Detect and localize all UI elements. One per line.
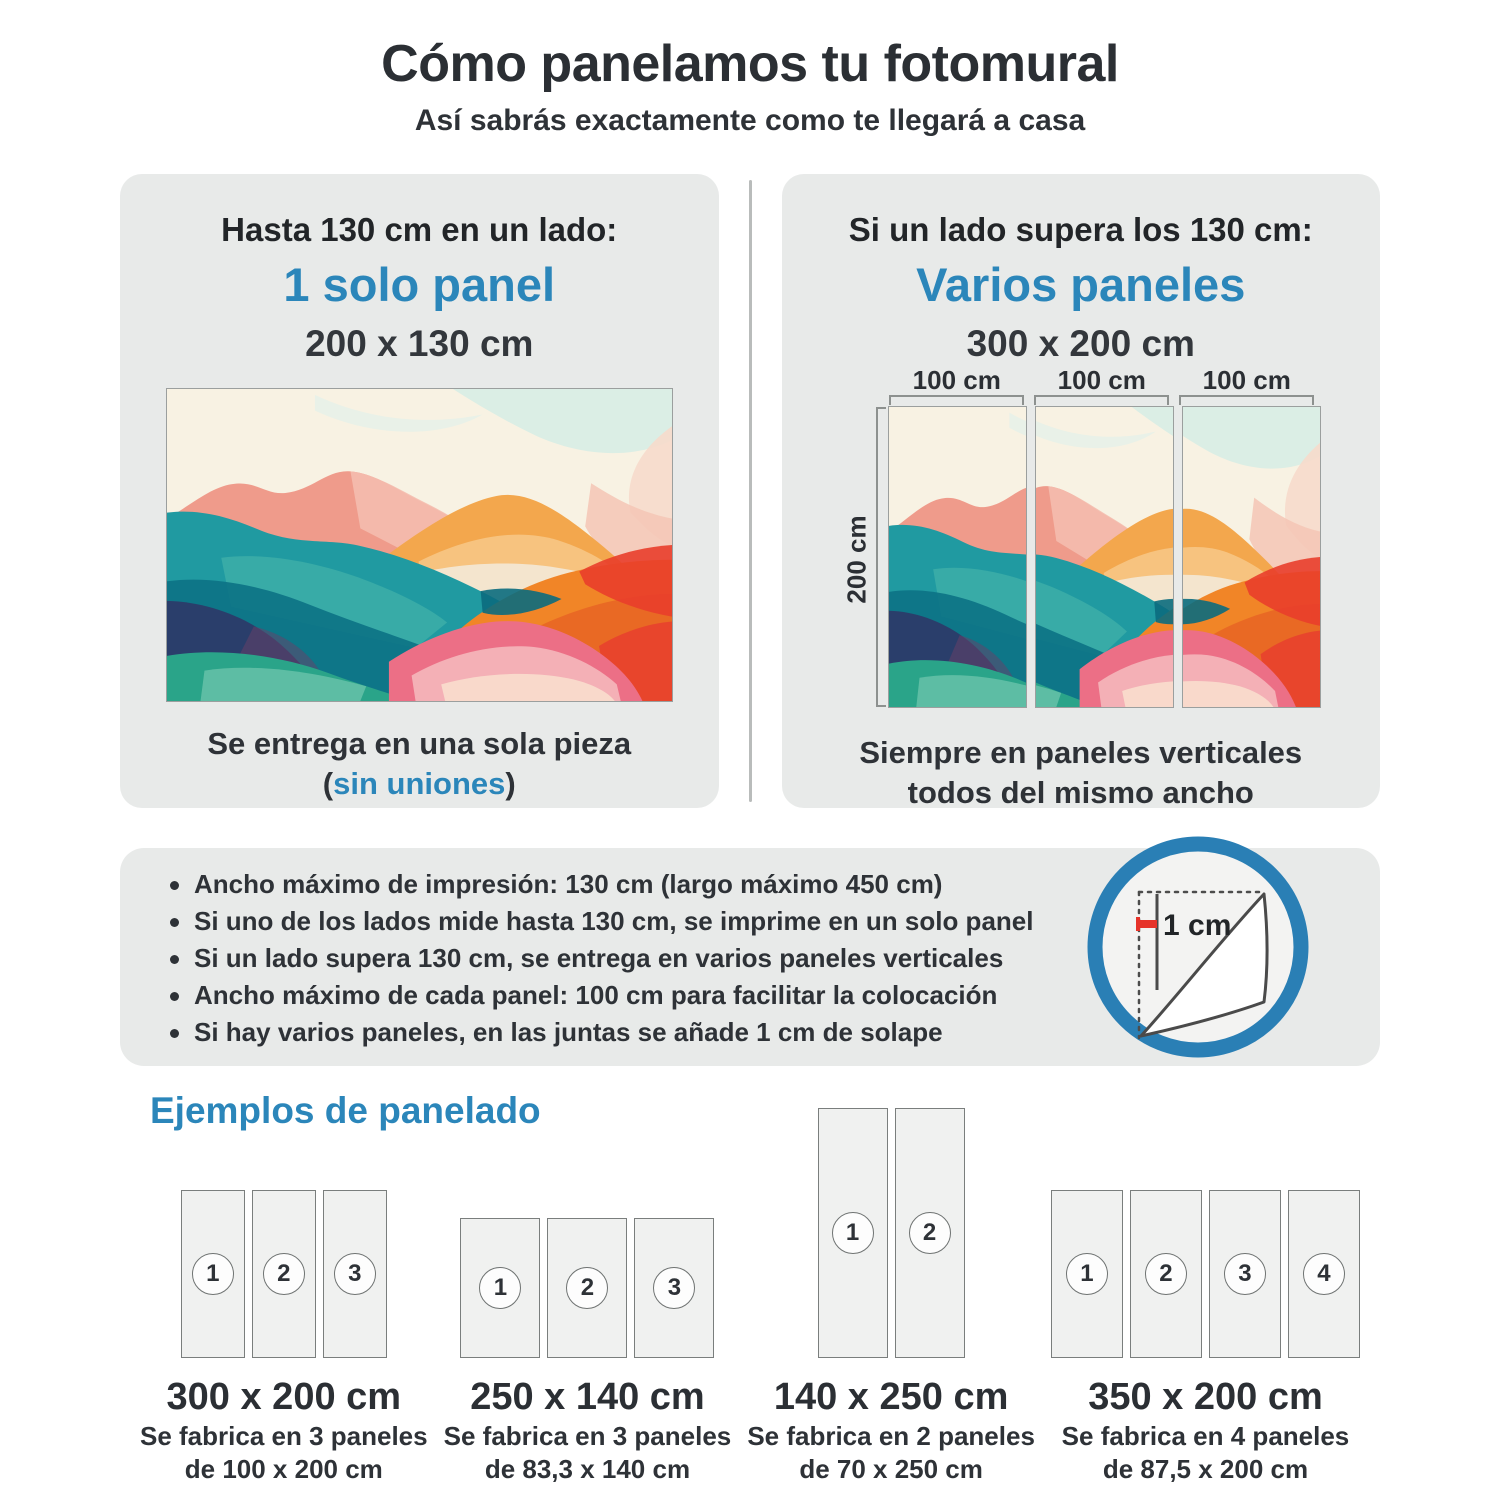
overlap-icon xyxy=(1083,832,1313,1062)
example-140x250 xyxy=(747,1108,1035,1486)
multi-footer-line1: Siempre en paneles verticales xyxy=(859,735,1303,770)
examples-heading: Ejemplos de panelado xyxy=(150,1090,541,1131)
cards-divider xyxy=(749,180,752,802)
panel-number: 1 xyxy=(192,1253,234,1295)
panel xyxy=(252,1190,316,1358)
panel xyxy=(181,1190,245,1358)
single-card-condition: Hasta 130 cm en un lado: xyxy=(221,211,618,248)
example-desc-line1: Se fabrica en 2 paneles xyxy=(747,1421,1035,1451)
info-bullet: Ancho máximo de cada panel: 100 cm para facilitar la colocación xyxy=(164,977,1130,1014)
mural-slice-3 xyxy=(1182,406,1321,708)
info-bullet: Ancho máximo de impresión: 130 cm (largo máximo 450 cm) xyxy=(164,866,1130,903)
single-card-size: 200 x 130 cm xyxy=(305,323,534,364)
panel-number: 3 xyxy=(334,1253,376,1295)
example-diagram xyxy=(140,1190,428,1358)
width-label-1: 100 cm xyxy=(912,365,1001,395)
panel xyxy=(1051,1190,1123,1358)
example-size: 140 x 250 cm xyxy=(773,1376,1009,1418)
single-footer-highlight: sin uniones xyxy=(333,766,506,801)
examples-section xyxy=(0,1066,1500,1496)
panel-number: 2 xyxy=(1145,1253,1187,1295)
panel-number: 1 xyxy=(832,1212,874,1254)
height-label: 200 cm xyxy=(841,515,872,604)
mural-slice-2 xyxy=(1035,406,1174,708)
panel-number: 2 xyxy=(909,1212,951,1254)
panel xyxy=(547,1218,627,1358)
panel-number: 2 xyxy=(566,1267,608,1309)
width-measure-brackets xyxy=(888,394,1321,406)
height-bracket-icon xyxy=(875,406,887,708)
example-desc-line2: de 70 x 250 cm xyxy=(799,1454,983,1484)
example-desc-line1: Se fabrica en 3 paneles xyxy=(140,1421,428,1451)
example-diagram xyxy=(444,1218,732,1358)
examples-row xyxy=(140,1108,1360,1486)
example-desc-line2: de 83,3 x 140 cm xyxy=(484,1454,691,1484)
width-bracket-icon xyxy=(888,394,1025,406)
single-footer-line2 xyxy=(120,764,719,804)
width-bracket-icon xyxy=(1178,394,1315,406)
example-300x200 xyxy=(140,1190,428,1486)
example-diagram xyxy=(747,1108,1035,1358)
header xyxy=(0,0,1500,140)
example-350x200 xyxy=(1051,1190,1360,1486)
panel xyxy=(634,1218,714,1358)
overlap-label: 1 cm xyxy=(1163,909,1232,942)
overlap-badge xyxy=(1083,832,1313,1062)
mural-preview-image xyxy=(166,388,673,702)
example-diagram xyxy=(1051,1190,1360,1358)
multi-footer-line2: todos del mismo ancho xyxy=(907,775,1254,810)
info-bullet: Si uno de los lados mide hasta 130 cm, se imprime en un solo panel xyxy=(164,903,1130,940)
single-footer-line1: Se entrega en una sola pieza xyxy=(207,726,632,761)
multi-card-headline: Varios paneles xyxy=(916,258,1246,311)
example-size: 250 x 140 cm xyxy=(470,1376,705,1418)
page-title: Cómo panelamos tu fotomural xyxy=(381,35,1119,93)
info-bullet: Si hay varios paneles, en las juntas se añade 1 cm de solape xyxy=(164,1014,1130,1051)
panel-number: 1 xyxy=(479,1267,521,1309)
panel xyxy=(1288,1190,1360,1358)
example-size: 300 x 200 cm xyxy=(166,1376,402,1418)
multi-panel-card xyxy=(782,174,1381,808)
width-labels xyxy=(888,366,1321,394)
measure-grid xyxy=(840,366,1321,713)
single-card-headline: 1 solo panel xyxy=(283,258,556,311)
panel xyxy=(818,1108,888,1358)
panel-number: 2 xyxy=(263,1253,305,1295)
multi-card-size: 300 x 200 cm xyxy=(966,323,1195,364)
panel xyxy=(460,1218,540,1358)
panel-number: 3 xyxy=(1224,1253,1266,1295)
panel xyxy=(323,1190,387,1358)
cards-row xyxy=(120,174,1380,808)
example-250x140 xyxy=(444,1218,732,1486)
example-desc-line1: Se fabrica en 4 paneles xyxy=(1061,1421,1350,1451)
paren-close: ) xyxy=(505,766,516,801)
height-label-wrap xyxy=(840,406,874,713)
multi-card-footer xyxy=(782,733,1381,813)
measure-wrap xyxy=(782,366,1381,713)
panel-number: 3 xyxy=(653,1267,695,1309)
example-size: 350 x 200 cm xyxy=(1088,1376,1323,1418)
example-desc-line2: de 87,5 x 200 cm xyxy=(1102,1454,1309,1484)
info-bullet: Si un lado supera 130 cm, se entrega en varios paneles verticales xyxy=(164,940,1130,977)
panel xyxy=(1209,1190,1281,1358)
example-desc-line1: Se fabrica en 3 paneles xyxy=(443,1421,732,1451)
example-desc-line2: de 100 x 200 cm xyxy=(184,1454,383,1484)
paren-open: ( xyxy=(322,766,334,801)
width-label-2: 100 cm xyxy=(1057,365,1146,395)
single-card-footer xyxy=(120,724,719,804)
single-panel-card xyxy=(120,174,719,808)
panel-number: 4 xyxy=(1303,1253,1345,1295)
panel-number: 1 xyxy=(1066,1253,1108,1295)
width-label-3: 100 cm xyxy=(1202,365,1291,395)
info-section xyxy=(120,848,1380,1066)
panel xyxy=(895,1108,965,1358)
info-bullet-list xyxy=(164,866,1130,1051)
height-measure-bracket xyxy=(874,406,888,713)
mural-slice-1 xyxy=(888,406,1027,708)
panel-slices xyxy=(888,406,1321,713)
multi-card-condition: Si un lado supera los 130 cm: xyxy=(848,211,1313,248)
page-subtitle: Así sabrás exactamente como te llegará a casa xyxy=(414,104,1086,137)
width-bracket-icon xyxy=(1033,394,1170,406)
panel xyxy=(1130,1190,1202,1358)
single-image-wrap xyxy=(120,388,719,702)
